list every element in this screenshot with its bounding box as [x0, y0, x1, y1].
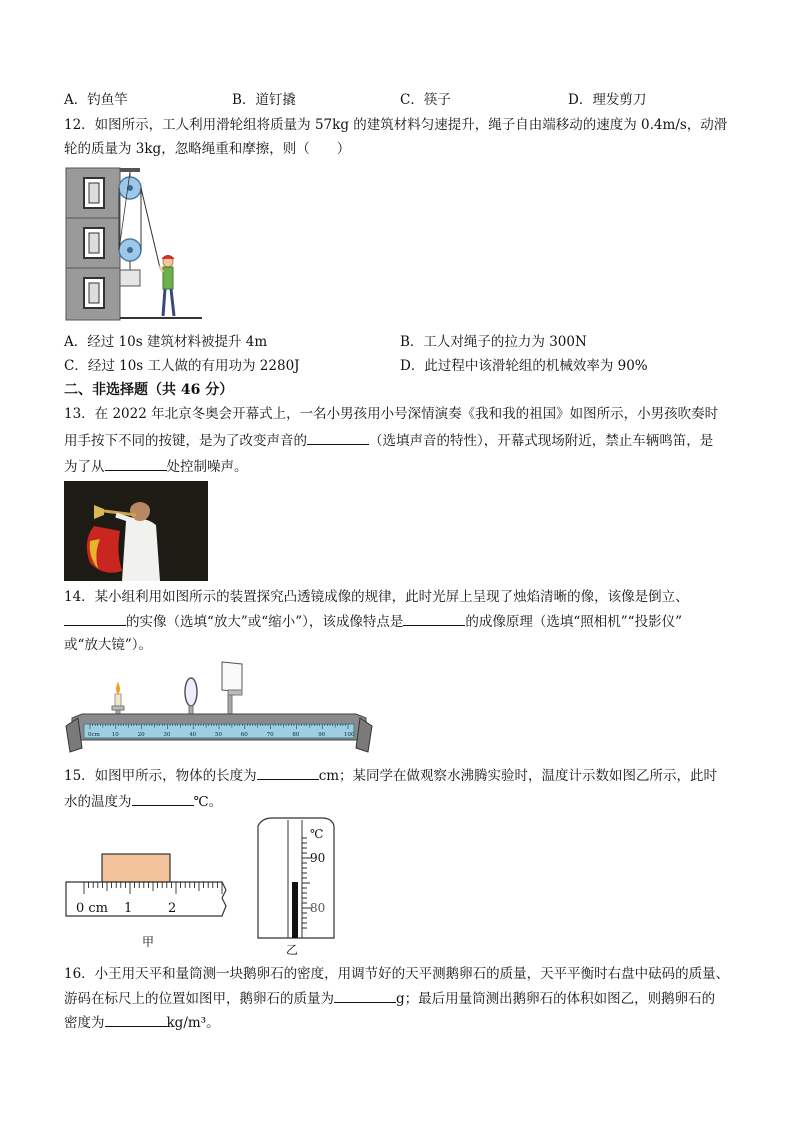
q14-blank-1[interactable] — [64, 609, 126, 626]
q14-line2-part1: 的实像（选填“放大”或“缩小”），该成像特点是 — [126, 614, 404, 630]
q14-line2 — [64, 609, 682, 634]
bench-tick-label: 70 — [266, 732, 274, 738]
q16-line2-part2: g；最后用量筒测出鹅卵石的体积如图乙，则鹅卵石的 — [396, 991, 716, 1007]
ruler-label-0: 0 cm — [76, 901, 109, 916]
bench-tick-label: 50 — [215, 732, 222, 738]
bench-tick-label: 80 — [292, 732, 300, 738]
thermometer-figure — [252, 816, 342, 956]
q13-line2-part1: 用手按下不同的按键，是为了改变声音的 — [64, 433, 307, 449]
bench-tick-label: 30 — [163, 732, 171, 738]
q13-line3-part1: 为了从 — [64, 459, 105, 475]
q16-line1: 16．小王用天平和量筒测一块鹅卵石的密度，用调节好的天平测鹅卵石的质量，天平平衡时右盘中砝码的质量、 — [64, 966, 730, 982]
q12-option-c: C．经过 10s 工人做的有用功为 2280J — [64, 358, 300, 374]
optical-bench-figure — [64, 660, 374, 756]
ruler-label-1: 1 — [124, 901, 133, 916]
q12-stem-line2: 轮的质量为 3kg，忽略绳重和摩擦，则（ ） — [64, 141, 351, 157]
q13-line2 — [64, 428, 713, 453]
bench-tick-label: 60 — [240, 732, 248, 738]
q11-option-b: B．道钉撬 — [232, 92, 296, 108]
ruler-label-2: 2 — [168, 901, 177, 916]
q16-blank-2[interactable] — [105, 1010, 167, 1027]
q16-line3-part2: kg/m³。 — [166, 1015, 220, 1031]
q12-option-b: B．工人对绳子的拉力为 300N — [400, 334, 587, 350]
thermo-label-90: 90 — [310, 851, 326, 865]
q16-blank-1[interactable] — [334, 986, 396, 1003]
thermo-unit: ℃ — [310, 827, 324, 841]
q11-option-a: A．钓鱼竿 — [64, 92, 128, 108]
thermo-label-80: 80 — [310, 901, 326, 915]
pulley-figure — [64, 166, 204, 322]
q15-line2-part1: 水的温度为 — [64, 794, 132, 810]
q13-line3 — [64, 454, 248, 479]
q12-stem-line1: 12．如图所示，工人利用滑轮组将质量为 57kg 的建筑材料匀速提升，绳子自由端移动的速度为 0.4m/s，动滑 — [64, 117, 728, 133]
q14-line1: 14．某小组利用如图所示的装置探究凸透镜成像的规律，此时光屏上呈现了烛焰清晰的像，该像是倒立、 — [64, 589, 689, 605]
q15-blank-1[interactable] — [257, 763, 319, 780]
bench-tick-label: 100 — [344, 732, 355, 738]
q12-option-d: D．此过程中该滑轮组的机械效率为 90% — [400, 358, 648, 374]
q13-blank-2[interactable] — [105, 454, 167, 471]
q13-blank-1[interactable] — [307, 428, 369, 445]
bench-tick-label: 90 — [318, 732, 326, 738]
q15-line1-part2: cm；某同学在做观察水沸腾实验时，温度计示数如图乙所示，此时 — [318, 768, 718, 784]
q11-option-d: D．理发剪刀 — [568, 92, 647, 108]
q16-line3-part1: 密度为 — [64, 1015, 105, 1031]
trumpet-photo — [64, 481, 208, 581]
q16-line3 — [64, 1010, 220, 1035]
q14-blank-2[interactable] — [403, 609, 465, 626]
q14-line2-part2: 的成像原理（选填“照相机”“投影仪” — [465, 614, 682, 630]
bench-tick-label: 20 — [137, 732, 145, 738]
q15-line2-part2: ℃。 — [193, 794, 223, 810]
section-heading: 二、非选择题（共 46 分） — [64, 382, 234, 398]
q13-line1: 13．在 2022 年北京冬奥会开幕式上，一名小男孩用小号深情演奏《我和我的祖国》如图所示，小男孩吹奏时 — [64, 406, 719, 422]
q15-line2 — [64, 789, 222, 814]
q13-line3-part2: 处控制噪声。 — [166, 459, 248, 475]
q12-option-a: A．经过 10s 建筑材料被提升 4m — [64, 334, 268, 350]
q16-line2 — [64, 986, 715, 1011]
q15-line1-part1: 15．如图甲所示，物体的长度为 — [64, 768, 257, 784]
q14-line3: 或“放大镜”）。 — [64, 637, 153, 653]
bench-tick-label: 10 — [111, 732, 119, 738]
bench-tick-label: 40 — [189, 732, 197, 738]
q11-option-c: C．筷子 — [400, 92, 451, 108]
q16-line2-part1: 游码在标尺上的位置如图甲，鹅卵石的质量为 — [64, 991, 334, 1007]
fig-b-caption: 乙 — [286, 943, 299, 956]
bench-tick-label: 0cm — [88, 732, 100, 738]
ruler-figure — [64, 844, 232, 952]
q15-line1 — [64, 763, 717, 788]
q15-blank-2[interactable] — [132, 789, 194, 806]
q13-line2-part2: （选填声音的特性），开幕式现场附近，禁止车辆鸣笛，是 — [369, 433, 714, 449]
fig-a-caption: 甲 — [142, 935, 155, 949]
